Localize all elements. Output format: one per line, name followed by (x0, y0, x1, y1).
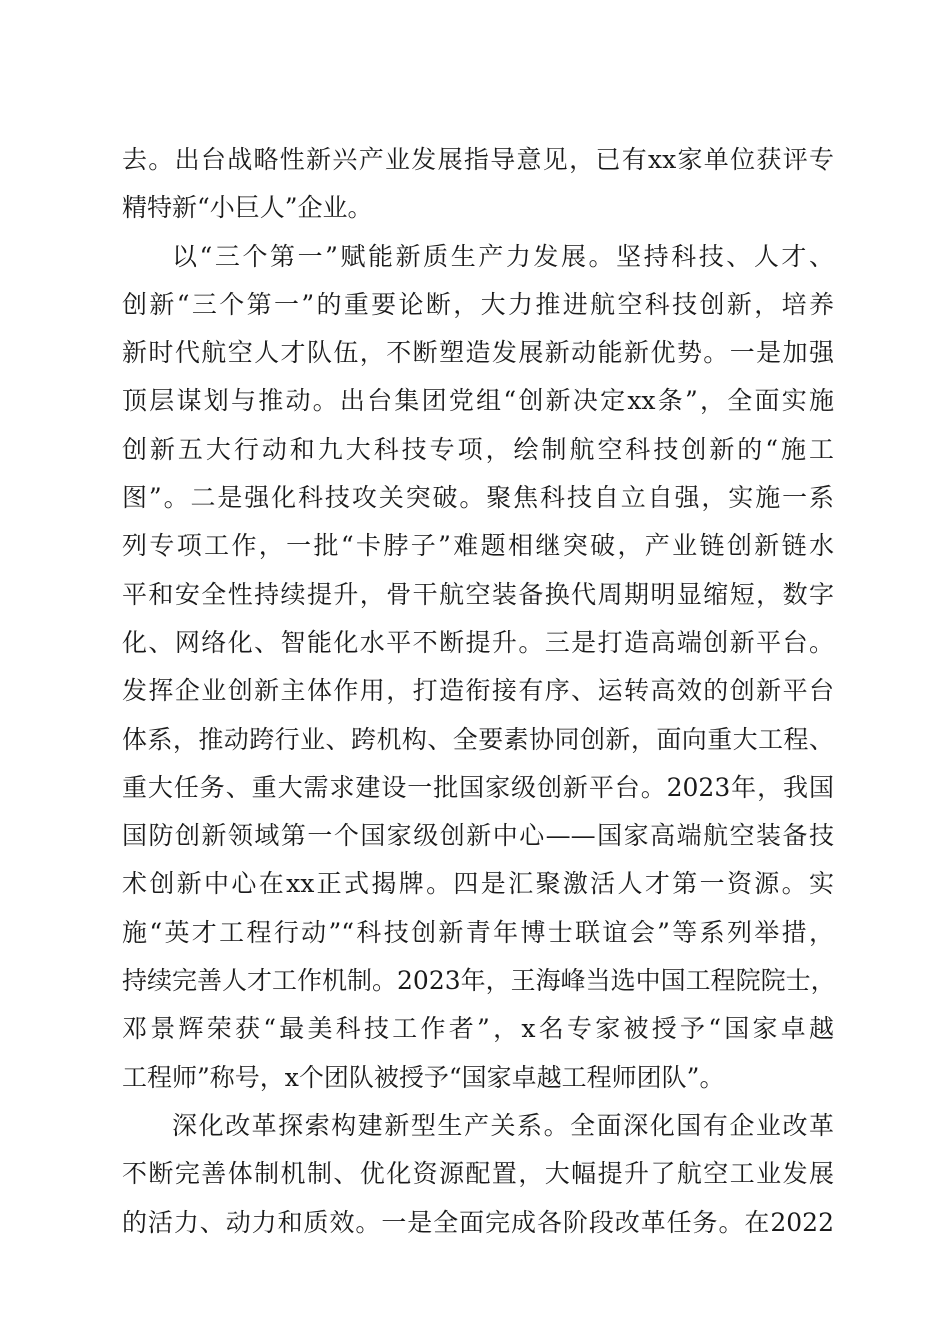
text-line: 的活力、动力和质效。一是全面完成各阶段改革任务。在2022 (122, 1207, 834, 1237)
body-text (122, 136, 834, 1247)
text-line: 重大任务、重大需求建设一批国家级创新平台。2023年，我国 (122, 772, 834, 802)
text-line: 国防创新领域第一个国家级创新中心——国家高端航空装备技 (122, 821, 834, 851)
text-line: 工程师”称号，x个团队被授予“国家卓越工程师团队”。 (122, 1062, 725, 1092)
text-line: 持续完善人才工作机制。2023年，王海峰当选中国工程院院士， (122, 966, 836, 996)
text-line: 平和安全性持续提升，骨干航空装备换代周期明显缩短，数字 (122, 579, 834, 609)
text-line: 去。出台战略性新兴产业发展指导意见，已有xx家单位获评专 (122, 145, 834, 174)
paragraph (122, 136, 834, 233)
text-line: 以“三个第一”赋能新质生产力发展。坚持科技、人才、 (172, 241, 834, 271)
paragraph (122, 1102, 834, 1247)
paragraph (122, 233, 834, 1102)
text-line: 化、网络化、智能化水平不断提升。三是打造高端创新平台。 (122, 627, 834, 657)
text-line: 发挥企业创新主体作用，打造衔接有序、运转高效的创新平台 (122, 676, 834, 706)
text-line: 施“英才工程行动”“科技创新青年博士联谊会”等系列举措， (122, 917, 834, 947)
text-line: 邓景辉荣获“最美科技工作者”，x名专家被授予“国家卓越 (122, 1014, 834, 1044)
text-line: 顶层谋划与推动。出台集团党组“创新决定xx条”，全面实施 (122, 386, 834, 416)
text-line: 创新五大行动和九大科技专项，绘制航空科技创新的“施工 (122, 434, 834, 464)
text-line: 创新“三个第一”的重要论断，大力推进航空科技创新，培养 (122, 289, 834, 319)
text-line: 图”。二是强化科技攻关突破。聚焦科技自立自强，实施一系 (122, 483, 834, 513)
text-line: 精特新“小巨人”企业。 (122, 193, 373, 223)
text-line: 列专项工作，一批“卡脖子”难题相继突破，产业链创新链水 (122, 531, 834, 561)
text-line: 体系，推动跨行业、跨机构、全要素协同创新，面向重大工程、 (122, 724, 834, 754)
text-line: 不断完善体制机制、优化资源配置，大幅提升了航空工业发展 (122, 1159, 834, 1189)
text-line: 深化改革探索构建新型生产关系。全面深化国有企业改革 (172, 1110, 834, 1140)
text-line: 术创新中心在xx正式揭牌。四是汇聚激活人才第一资源。实 (122, 869, 834, 899)
text-line: 新时代航空人才队伍，不断塑造发展新动能新优势。一是加强 (122, 338, 834, 368)
